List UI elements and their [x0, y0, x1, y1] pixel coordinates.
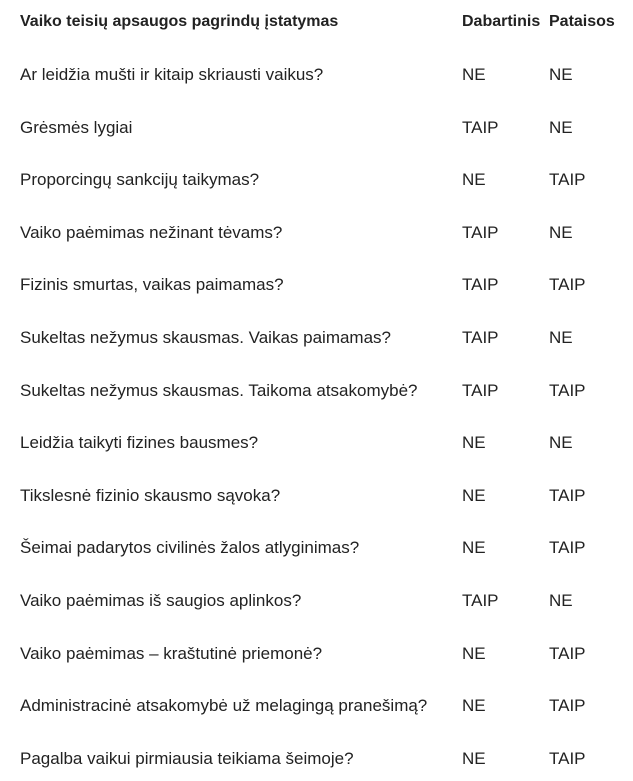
row-current-value: NE — [462, 696, 486, 715]
row-amended-value: TAIP — [549, 749, 586, 768]
row-current-value: NE — [462, 433, 486, 452]
row-current-value: NE — [462, 65, 486, 84]
table-row — [0, 326, 633, 350]
row-current-value: TAIP — [462, 328, 499, 347]
row-question: Proporcingų sankcijų taikymas? — [20, 170, 260, 189]
row-current-value: NE — [462, 538, 486, 557]
table-header — [0, 10, 633, 34]
table-row — [0, 694, 633, 718]
row-current-value: TAIP — [462, 118, 499, 137]
table-row — [0, 273, 633, 297]
row-question: Administracinė atsakomybė už melagingą pranešimą? — [20, 696, 428, 715]
row-question: Ar leidžia mušti ir kitaip skriausti vaikus? — [20, 65, 324, 84]
row-question: Leidžia taikyti fizines bausmes? — [20, 433, 259, 452]
row-current-value: NE — [462, 644, 486, 663]
row-question: Tikslesnė fizinio skausmo sąvoka? — [20, 486, 281, 505]
row-amended-value: TAIP — [549, 381, 586, 400]
row-amended-value: NE — [549, 65, 573, 84]
table-row — [0, 536, 633, 560]
table-row — [0, 63, 633, 87]
row-amended-value: NE — [549, 118, 573, 137]
header-amended: Pataisos — [549, 13, 615, 30]
row-question: Sukeltas nežymus skausmas. Vaikas paimamas? — [20, 328, 392, 347]
table-row — [0, 642, 633, 666]
header-question: Vaiko teisių apsaugos pagrindų įstatymas — [20, 13, 339, 30]
row-question: Vaiko paėmimas nežinant tėvams? — [20, 223, 283, 242]
row-question: Grėsmės lygiai — [20, 118, 133, 137]
row-amended-value: TAIP — [549, 486, 586, 505]
table-row — [0, 589, 633, 613]
row-current-value: TAIP — [462, 275, 499, 294]
row-current-value: TAIP — [462, 591, 499, 610]
row-amended-value: NE — [549, 591, 573, 610]
table-row — [0, 116, 633, 140]
row-current-value: TAIP — [462, 223, 499, 242]
row-current-value: NE — [462, 486, 486, 505]
table-row — [0, 747, 633, 771]
row-amended-value: TAIP — [549, 275, 586, 294]
row-amended-value: NE — [549, 223, 573, 242]
row-amended-value: NE — [549, 328, 573, 347]
row-question: Pagalba vaikui pirmiausia teikiama šeimoje? — [20, 749, 354, 768]
row-question: Vaiko paėmimas – kraštutinė priemonė? — [20, 644, 323, 663]
row-question: Vaiko paėmimas iš saugios aplinkos? — [20, 591, 302, 610]
row-question: Šeimai padarytos civilinės žalos atlyginimas? — [20, 538, 360, 557]
table-row — [0, 168, 633, 192]
row-current-value: NE — [462, 170, 486, 189]
row-amended-value: TAIP — [549, 644, 586, 663]
row-amended-value: TAIP — [549, 538, 586, 557]
row-amended-value: NE — [549, 433, 573, 452]
table-row — [0, 379, 633, 403]
row-current-value: TAIP — [462, 381, 499, 400]
table-row — [0, 221, 633, 245]
table-row — [0, 484, 633, 508]
row-question: Fizinis smurtas, vaikas paimamas? — [20, 275, 284, 294]
header-current: Dabartinis — [462, 13, 541, 30]
table-row — [0, 431, 633, 455]
row-amended-value: TAIP — [549, 170, 586, 189]
row-question: Sukeltas nežymus skausmas. Taikoma atsakomybė? — [20, 381, 418, 400]
row-current-value: NE — [462, 749, 486, 768]
row-amended-value: TAIP — [549, 696, 586, 715]
